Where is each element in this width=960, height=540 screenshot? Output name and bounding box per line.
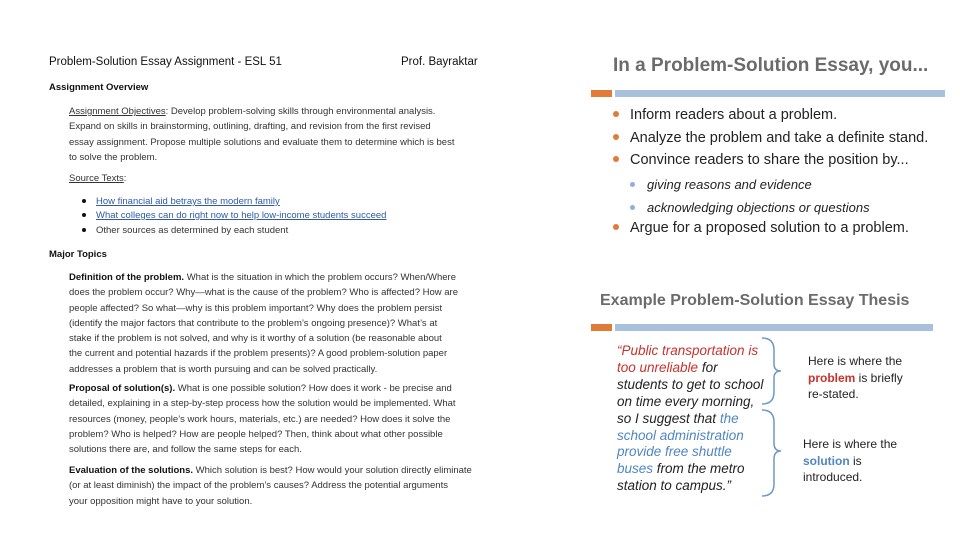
objectives-line: essay assignment. Propose multiple solutions and evaluate them to determine which is best — [69, 136, 455, 148]
proposal-line: problem? Who is helped? How are people helped? Then, think about what other possible — [69, 428, 443, 440]
definition-line: does the problem occur? Why—what is the cause of the problem? Who is affected? How are — [69, 287, 458, 299]
proposal-line: resources (money, people’s work hours, materials, etc.) are needed? How does it solve the — [69, 413, 451, 425]
solution-highlight: solution — [803, 453, 850, 468]
note-line: is briefly — [855, 370, 903, 385]
proposal-line: solutions there are, and follow the same steps for each. — [69, 444, 302, 456]
objectives-line: Expand on skills in brainstorming, outlining, drafting, and revision from the first revised — [69, 121, 431, 133]
proposal-label: Proposal of solution(s). — [69, 383, 176, 394]
problem-highlight: problem — [808, 370, 856, 385]
definition-label: Definition of the problem. — [69, 272, 185, 283]
professor-name: Prof. Bayraktar — [401, 56, 478, 68]
major-topics-heading: Major Topics — [49, 249, 107, 260]
thesis-text: from the metro station to campus.” — [617, 461, 745, 494]
slide-point-text: Argue for a proposed solution to a problem. — [630, 220, 909, 236]
definition-line: (identify the major factors that contribute to the problem’s ongoing presence)? What’s at — [69, 317, 438, 329]
sources-label: Source Texts — [69, 173, 124, 184]
proposal-line: detailed, explaining in a step-by-step process how the solution would be implemented. What — [69, 398, 456, 410]
document-title: Problem-Solution Essay Assignment - ESL 51 — [49, 56, 282, 68]
definition-line: people affected? So what—why is this problem important? Why does the problem persist — [69, 302, 443, 314]
definition-line: the current and potential hazards if the problem presents)? A good problem-solution paper — [69, 348, 448, 360]
thesis-problem-text: “Public transportation is too unreliable — [617, 343, 759, 375]
source-link-financial-aid[interactable]: How financial aid betrays the modern family — [96, 196, 280, 207]
sources-colon: : — [123, 173, 127, 184]
source-other: Other sources as determined by each student — [96, 225, 289, 236]
slide-subpoint-text: giving reasons and evidence — [647, 177, 812, 192]
slide-point-text: Convince readers to share the position by... — [630, 152, 909, 168]
proposal-line: What is one possible solution? How does it work - be precise and — [175, 383, 452, 394]
thesis-text: for students to get to school on time every morning, so I suggest that — [617, 359, 764, 426]
objectives-label: Assignment Objectives — [69, 106, 166, 117]
overview-heading: Assignment Overview — [49, 82, 149, 93]
objectives-line: : Develop problem-solving skills through environmental analysis. — [165, 106, 436, 117]
problem-note — [808, 353, 903, 403]
note-line: Here is where the — [808, 354, 903, 368]
evaluation-line: (or at least diminish) the impact of the problem’s causes? Address the potential arguments — [69, 480, 448, 492]
definition-line: What is the situation in which the problem occurs? When/Where — [184, 272, 456, 283]
evaluation-label: Evaluation of the solutions. — [69, 465, 194, 476]
problem-bracket — [762, 338, 781, 404]
definition-line: stake if the problem is not solved, and why is it worthy of a solution (be reasonable about — [69, 333, 442, 345]
note-line: introduced. — [803, 470, 863, 484]
note-line: re-stated. — [808, 387, 859, 401]
definition-line: addresses a problem that is worth pursuing and can be solved practically. — [69, 363, 378, 375]
evaluation-line: your opposition might have to your solution. — [69, 495, 253, 507]
thesis-solution-text: the school administration provide free shuttle buses — [617, 410, 744, 477]
slide-title-example: Example Problem-Solution Essay Thesis — [600, 292, 910, 309]
evaluation-line: Which solution is best? How would your solution directly eliminate — [193, 465, 472, 476]
slide-point-text: Inform readers about a problem. — [630, 107, 838, 123]
solution-bracket — [762, 410, 781, 496]
slide-title-overview: In a Problem-Solution Essay, you... — [613, 55, 929, 76]
source-link-colleges[interactable]: What colleges can do right now to help low-income students succeed — [96, 210, 387, 221]
solution-note — [803, 436, 897, 486]
objectives-line: to solve the problem. — [69, 151, 158, 163]
note-line: Here is where the — [803, 437, 898, 451]
note-line: is — [849, 453, 862, 468]
slide-point-text: Analyze the problem and take a definite stand. — [630, 130, 929, 146]
slide-subpoint-text: acknowledging objections or questions — [647, 200, 870, 215]
